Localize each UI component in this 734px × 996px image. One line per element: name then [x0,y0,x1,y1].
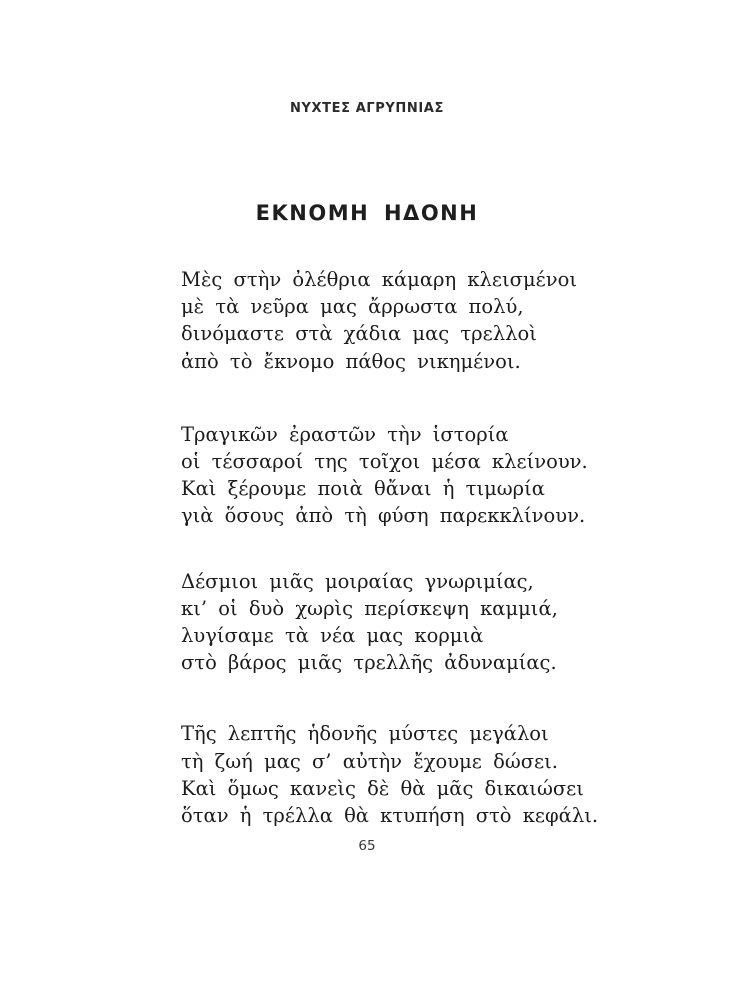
poem-line: Καὶ ὅμως κανεὶς δὲ θὰ μᾶς δικαιώσει [181,776,584,800]
stanza [181,266,598,375]
poem-line: Μὲς στὴν ὀλέθρια κάμαρη κλεισμένοι [181,268,577,291]
stanza [181,568,598,677]
poem-line: τὴ ζωή μας σ’ αὐτὴν ἔχουμε δώσει. [181,749,558,773]
poem-line: κι’ οἱ δυὸ χωρὶς περίσκεψη καμμιά, [181,596,558,620]
running-header: ΝΥΧΤΕΣ ΑΓΡΥΠΝΙΑΣ [290,101,444,116]
poem-line: γιὰ ὅσους ἀπὸ τὴ φύση παρεκκλίνουν. [181,504,586,528]
poem-line: λυγίσαμε τὰ νέα μας κορμιὰ [181,624,484,648]
poem-line: Καὶ ξέρουμε ποιὰ θἄναι ἡ τιμωρία [181,477,545,501]
page-number: 65 [358,838,376,854]
poem-line: στὸ βάρος μιᾶς τρελλῆς ἀδυναμίας. [181,651,557,675]
poem-line: ἀπὸ τὸ ἔκνομο πάθος νικημένοι. [181,349,521,373]
stanza [181,720,598,829]
poem-line: Τῆς λεπτῆς ἡδονῆς μύστες μεγάλοι [181,722,549,746]
poem-title: ΕΚΝΟΜΗ ΗΔΟΝΗ [255,201,479,225]
poem-line: δινόμαστε στὰ χάδια μας τρελλοὶ [181,322,537,346]
poem-line: Τραγικῶν ἐραστῶν τὴν ἱστορία [181,422,509,446]
poem [181,266,598,829]
poem-line: οἱ τέσσαροί της τοῖχοι μέσα κλείνουν. [181,450,588,474]
poem-line: ὅταν ἡ τρέλλα θὰ κτυπήση στὸ κεφάλι. [181,804,599,828]
poem-line: Δέσμιοι μιᾶς μοιραίας γνωριμίας, [181,569,534,593]
stanza [181,421,598,530]
poem-line: μὲ τὰ νεῦρα μας ἄρρωστα πολύ, [181,295,524,319]
